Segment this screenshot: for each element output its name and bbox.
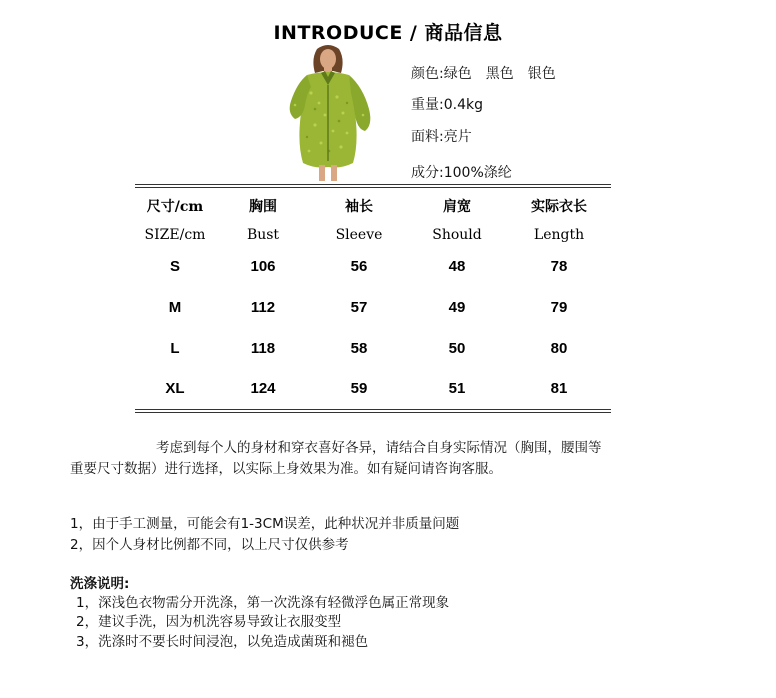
cell-shoulder: 50 [448, 340, 466, 357]
cell-shoulder: 51 [448, 380, 466, 397]
cell-sleeve: 57 [350, 299, 368, 316]
header-size-en: SIZE/cm [144, 227, 206, 243]
cell-size: S [169, 258, 180, 275]
header-shoulder-en: Should [432, 227, 482, 243]
cell-bust: 124 [250, 380, 276, 397]
advice-line-2: 重要尺寸数据）进行选择，以实际上身效果为准。如有疑问请咨询客服。 [70, 461, 502, 477]
header-sleeve-en: Sleeve [335, 227, 383, 243]
table-bottom-rule-inner [135, 412, 611, 413]
cell-sleeve: 56 [350, 258, 368, 275]
cell-size: XL [165, 380, 185, 397]
cell-length: 80 [550, 340, 568, 357]
note-1: 1，由于手工测量，可能会有1-3CM误差，此种状况并非质量问题 [70, 516, 460, 532]
washing-item-3: 3，洗涤时不要长时间浸泡，以免造成菌斑和褪色 [76, 634, 369, 650]
header-size-cn: 尺寸/cm [146, 199, 204, 215]
attr-weight: 重量:0.4kg [411, 97, 483, 113]
cell-length: 78 [550, 258, 568, 275]
product-photo [281, 43, 375, 181]
table-top-rule [135, 184, 611, 185]
table-top-rule-inner [135, 187, 611, 188]
cell-sleeve: 58 [350, 340, 368, 357]
note-2: 2，因个人身材比例都不同，以上尺寸仅供参考 [70, 537, 349, 553]
header-shoulder-cn: 肩宽 [443, 199, 471, 215]
table-bottom-rule [135, 409, 611, 410]
washing-item-2: 2，建议手洗，因为机洗容易导致让衣服变型 [76, 614, 342, 630]
cell-bust: 118 [250, 340, 276, 357]
washing-item-1: 1，深浅色衣物需分开洗涤，第一次洗涤有轻微浮色属正常现象 [76, 595, 450, 611]
cell-shoulder: 49 [448, 299, 466, 316]
attr-composition: 成分:100%涤纶 [411, 165, 512, 181]
cell-sleeve: 59 [350, 380, 368, 397]
header-length-cn: 实际衣长 [531, 199, 587, 215]
header-length-en: Length [533, 227, 585, 243]
header-bust-cn: 胸围 [249, 199, 277, 215]
washing-title: 洗涤说明: [70, 576, 130, 592]
attr-color: 颜色:绿色 黑色 银色 [411, 66, 556, 82]
cell-bust: 106 [250, 258, 276, 275]
cell-length: 81 [550, 380, 568, 397]
page-title: INTRODUCE / 商品信息 [273, 22, 503, 44]
cell-bust: 112 [250, 299, 276, 316]
advice-line-1: 考虑到每个人的身材和穿衣喜好各异，请结合自身实际情况（胸围，腰围等 [156, 440, 602, 456]
cell-size: L [170, 340, 180, 357]
attr-fabric: 面料:亮片 [411, 129, 472, 145]
cell-size: M [168, 299, 182, 316]
cell-shoulder: 48 [448, 258, 466, 275]
header-sleeve-cn: 袖长 [345, 199, 373, 215]
cell-length: 79 [550, 299, 568, 316]
header-bust-en: Bust [246, 227, 280, 243]
